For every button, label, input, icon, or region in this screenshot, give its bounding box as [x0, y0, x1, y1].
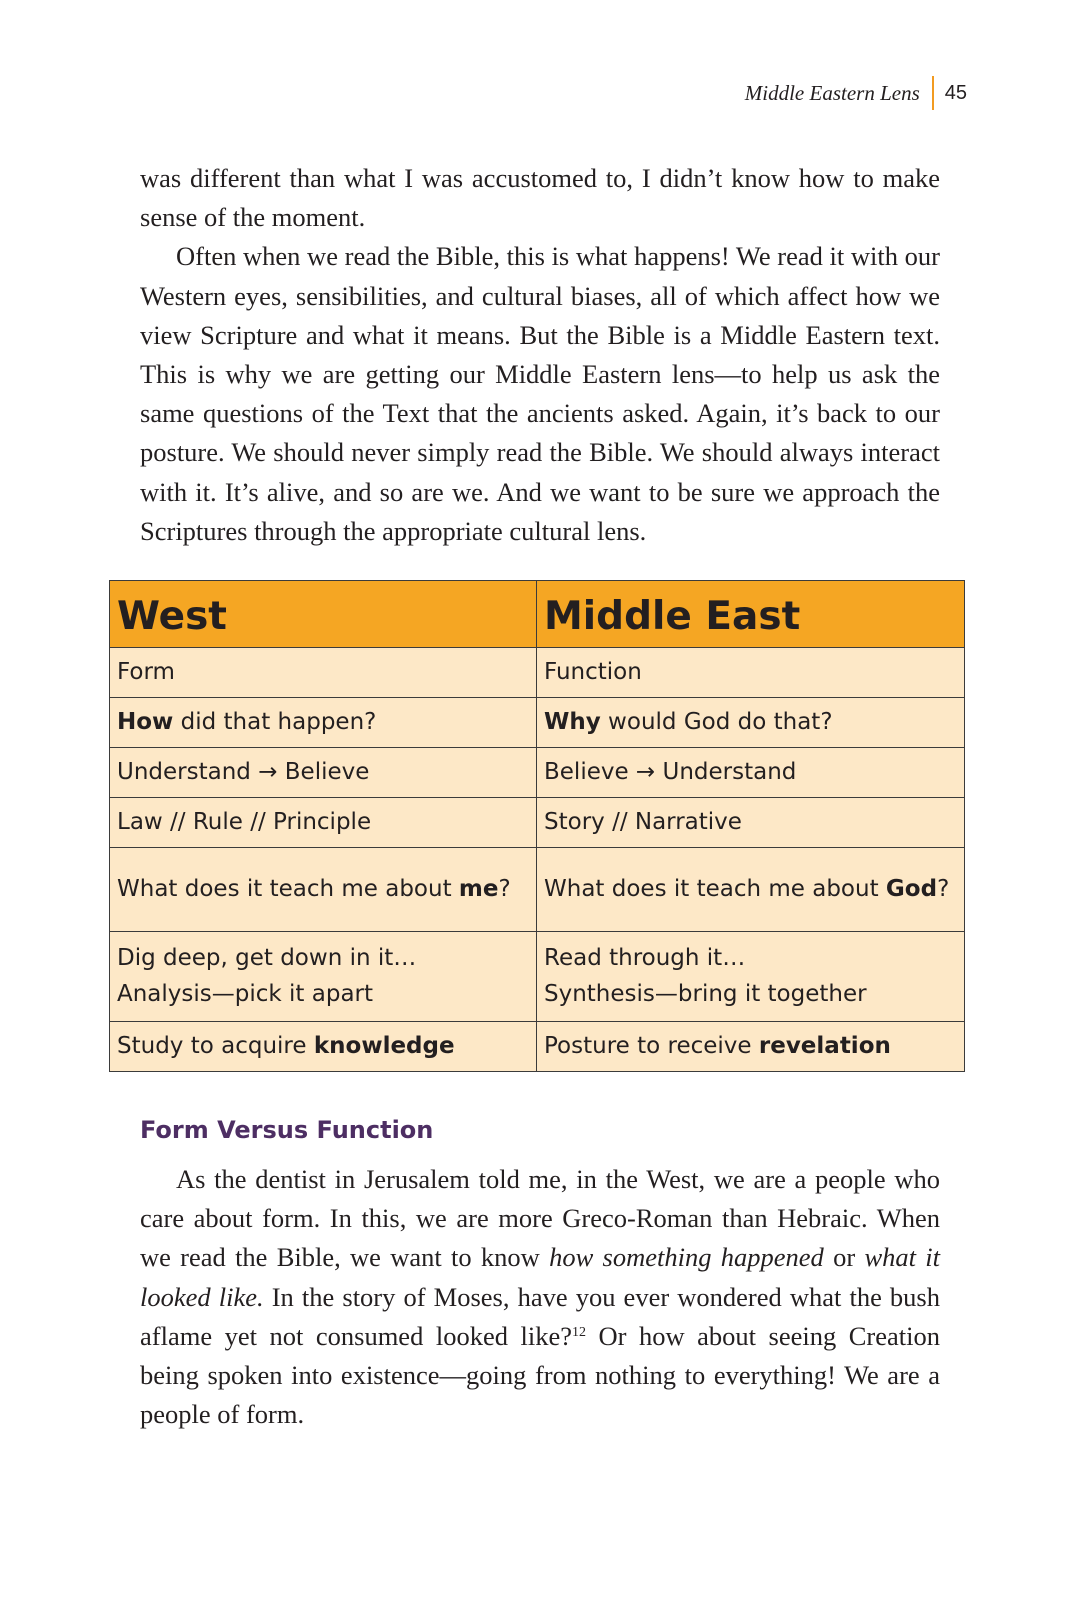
column-header-middle-east: Middle East — [537, 581, 965, 648]
cell-line: Read through it… — [544, 944, 746, 971]
emphasis: me — [458, 875, 499, 902]
cell-line: Dig deep, get down in it… — [117, 944, 417, 971]
paragraph — [140, 1160, 940, 1434]
table-cell-middle-east — [537, 698, 965, 748]
table-cell-west: Law // Rule // Principle — [110, 798, 537, 848]
west-vs-middle-east-table — [109, 580, 965, 1072]
body-text-bottom — [140, 1160, 940, 1434]
table-cell-west — [110, 848, 537, 932]
italic-phrase: how something happened — [549, 1242, 824, 1273]
table-cell-middle-east: Story // Narrative — [537, 798, 965, 848]
table-cell-middle-east — [537, 932, 965, 1022]
table-row — [110, 1022, 965, 1072]
cell-text: Study to acquire — [117, 1032, 314, 1059]
emphasis: revelation — [758, 1032, 891, 1059]
emphasis: knowledge — [313, 1032, 455, 1059]
table-cell-west — [110, 1022, 537, 1072]
italic-phrase: what it looked like. — [140, 1242, 941, 1312]
cell-text: What does it teach me about — [117, 875, 459, 902]
table-row — [110, 848, 965, 932]
cell-text: did that happen? — [173, 708, 377, 735]
paragraph-continuation: was different than what I was accustomed to, I didn’t know how to make sense of the moment. — [140, 163, 940, 233]
body-text-top — [140, 159, 940, 551]
cell-text: ? — [937, 875, 950, 902]
table-cell-west: Form — [110, 648, 537, 698]
text-run: Or how about seeing Creation being spoken into existence—going from nothing to everything! We are a people of form. — [140, 1320, 940, 1430]
section-heading: Form Versus Function — [140, 1116, 434, 1144]
footnote-marker[interactable]: 12 — [571, 1324, 586, 1340]
table-cell-middle-east — [537, 1022, 965, 1072]
table-row — [110, 648, 965, 698]
table-header-row — [110, 581, 965, 648]
table-row — [110, 798, 965, 848]
cell-text: Posture to receive — [544, 1032, 759, 1059]
table-cell-middle-east: Believe → Understand — [537, 748, 965, 798]
page-number: 45 — [944, 81, 967, 104]
cell-text: What does it teach me about — [544, 875, 886, 902]
emphasis: Why — [544, 708, 601, 735]
text-run: or — [823, 1242, 865, 1273]
cell-text: would God do that? — [600, 708, 833, 735]
table-row — [110, 932, 965, 1022]
cell-line: Analysis—pick it apart — [117, 980, 374, 1007]
table-row — [110, 748, 965, 798]
running-title: Middle Eastern Lens — [744, 80, 920, 105]
table-row — [110, 698, 965, 748]
table-cell-west: Understand → Believe — [110, 748, 537, 798]
paragraph: Often when we read the Bible, this is what happens! We read it with our Western eyes, sensibilities, and cultural biases, all of which affect how we view Scripture and what it means. But the Bible is a Middle Eastern text. This is why we are getting our Middle Eastern lens—to help us ask the same questions of the Text that the ancients asked. Again, it’s back to our posture. We should never simply read the Bible. We should always interact with it. It’s alive, and so are we. And we want to be sure we approach the Scriptures through the appropriate cultural lens. — [140, 241, 940, 546]
cell-line: Synthesis—bring it together — [544, 980, 867, 1007]
table-cell-west — [110, 698, 537, 748]
text-run: As the dentist in Jerusalem told me, in the West, we are a people who care about form. In this, we are more Greco-Roman than Hebraic. When we read the Bible, we want to know — [140, 1164, 940, 1273]
running-head — [745, 76, 967, 110]
table-cell-middle-east — [537, 848, 965, 932]
table-cell-west — [110, 932, 537, 1022]
emphasis: How — [117, 708, 174, 735]
column-header-west: West — [110, 581, 537, 648]
cell-text: ? — [498, 875, 511, 902]
table-cell-middle-east: Function — [537, 648, 965, 698]
text-run: In the story of Moses, have you ever wondered what the bush aflame yet not consumed looked like? — [140, 1281, 940, 1351]
emphasis: God — [885, 875, 938, 902]
